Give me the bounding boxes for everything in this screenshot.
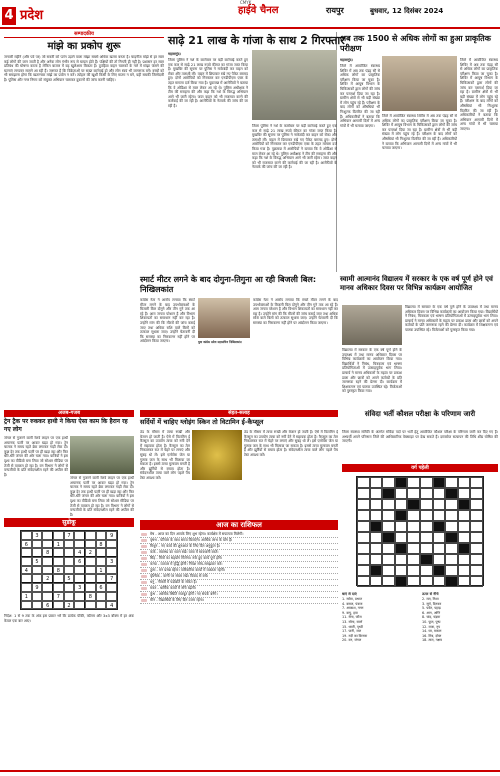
rashifal-item: तुला - मन प्रसन्न रहेगा। पारिवारिक कार्यों में व्यस्तता रहेगी। <box>140 568 338 574</box>
crossword-cell <box>370 477 383 488</box>
sudoku-cell: 7 <box>64 531 75 540</box>
crossword-cell <box>458 477 471 488</box>
school-photo <box>342 305 402 345</box>
crossword-cell <box>357 510 370 521</box>
crossword-cell <box>407 543 420 554</box>
crossword-clue: 20. वन, जंगल <box>342 638 362 643</box>
footer-rule <box>0 770 500 772</box>
crossword-cell <box>433 488 446 499</box>
top-right-headline: अब तक 1500 से अधिक लोगों का हुआ प्राकृतिक परीक्षण <box>340 34 491 53</box>
crossword-cell <box>395 554 408 565</box>
crossword-cell <box>470 521 483 532</box>
crossword-cell <box>407 488 420 499</box>
sudoku-cell: 8 <box>53 566 64 575</box>
sudoku-cell <box>85 557 96 566</box>
sudoku-cell: 7 <box>53 592 64 601</box>
crossword-cell <box>458 488 471 499</box>
crossword-clue: 17. पानी, जल <box>342 629 362 634</box>
sudoku-cell <box>74 601 85 610</box>
sudoku-cell <box>96 531 107 540</box>
smart-meter-headline: स्मार्ट मीटर लगने के बाद दोगुना-तिगुना आ रही बिजली बिल: निखिलकांत <box>140 275 317 294</box>
sudoku-cell <box>64 592 75 601</box>
editorial-title: मांझे का प्रकोप शुरू <box>47 41 121 52</box>
page-number: 4 <box>2 7 16 25</box>
crossword-cell <box>445 576 458 587</box>
wonder-body: जंगल से गुजरने वाली रेलवे लाइन पर एक हाथी अचानक पटरी पर आकर खड़ा हो गया। ट्रेन चालक ने समय रहते ब्रेक लगाकर गाड़ी रोक दी। कुछ देर तक हाथी पटरी पर ही खड़ा रहा और फिर धीरे-धीरे जंगल की ओर चला गया। यात्रियों ने इस दृश्य का वीडियो बना लिया जो सोशल मीडिया पर तेजी से वायरल हो रहा है। वन विभाग ने लोगों से वन्यजीवों के प्रति संवेदनशील रहने की अपील की है। <box>4 436 68 477</box>
sudoku-cell: 6 <box>96 583 107 592</box>
sudoku-cell <box>96 557 107 566</box>
top-right-body: जिले में आयोजित स्वास्थ्य शिविर में अब तक पंद्रह सौ से अधिक लोगों का प्राकृतिक परीक्षण किया जा चुका है। शिविर में आयुष विभाग के चिकित्सकों द्वारा लोगों की जांच कर परामर्श दिया जा रहा है। ग्रामीण क्षेत्रों से भी बड़ी संख्या में लोग पहुंच रहे हैं। परीक्षण के बाद लोगों को औषधियां भी निःशुल्क वितरित की जा रही हैं। अधिकारियों ने बताया कि अभियान आगामी दिनों में अन्य गांवों में भी चलाया जाएगा। <box>340 64 380 128</box>
rashifal-item: मेष - आज का दिन आपके लिए शुभ रहेगा। कार्यक्षेत्र में सफलता मिलेगी। <box>140 532 338 538</box>
sudoku-cell <box>42 557 53 566</box>
editorial-body: जनवरी महीने (और पर्व पर) जो सकरी को पतंग उड़ाने वाला मांझा सबसे अधिक खतरा बनता है। चाइनीज मांझे से हर साल कई लोगों की जान जाती है और अनेक लोग गंभीर रूप से घायल होते हैं। पक्षियों की तो गिनती ही नहीं है। प्रशासन हर साल प्रतिबंध की घोषणा करता है लेकिन बाजार में यह खुलेआम बिकता है। दुपहिया वाहन चालकों के गले में मांझा फंसने की घटनाएं लगातार सामने आ रही हैं। जरूरत है कि विक्रेताओं पर सख्त कार्रवाई हो और लोग स्वयं भी जागरूक बनें। बच्चों को भी समझाना होगा कि खतरनाक मांझे का प्रयोग न करें। त्योहार की खुशी किसी के लिए मातम न बने, यही सबकी जिम्मेदारी है। पुलिस और नगर निगम को संयुक्त अभियान चलाकर दुकानों की जांच करनी चाहिए। <box>4 55 164 82</box>
crossword-cell <box>370 554 383 565</box>
crossword-cell <box>407 510 420 521</box>
smart-meter-body-continued: कांग्रेस नेता ने आरोप लगाया कि स्मार्ट मीटर लगने के बाद उपभोक्ताओं के बिजली बिल दोगुने और तीन गुने तक आ रहे हैं। आम जनता परेशान है और विभाग शिकायतों का समाधान नहीं कर रहा है। उन्होंने मांग की कि मीटरों की जांच कराई जाए तथा अधिक राशि वाले बिलों को तत्काल सुधारा जाए। उन्होंने चेतावनी दी कि समस्या का निराकरण नहीं होने पर आंदोलन किया जाएगा। <box>253 298 338 325</box>
crossword-cell <box>445 565 458 576</box>
crossword-cell <box>395 499 408 510</box>
crossword-cell <box>433 576 446 587</box>
sudoku-cell <box>106 548 117 557</box>
crossword-cell <box>420 576 433 587</box>
sudoku-grid <box>20 530 118 610</box>
sudoku-cell <box>32 601 43 610</box>
sudoku-cell <box>85 540 96 549</box>
crossword-cell <box>370 565 383 576</box>
sudoku-cell <box>42 531 53 540</box>
crossword-clue: 10. फूल, पुष्प <box>422 619 441 624</box>
health-photo <box>192 430 242 480</box>
crossword-cell <box>470 532 483 543</box>
crossword-cell <box>370 510 383 521</box>
crossword-cell <box>382 532 395 543</box>
crossword-cell <box>370 543 383 554</box>
crossword-clue: 19. नदी का किनारा <box>342 633 368 638</box>
school-headline: स्वामी आत्मानंद विद्यालय में सरकार के एक वर्ष पूर्ण होने एवं मानव अधिकार दिवस पर विभिन्न कार्यक्रम आयोजित <box>340 275 493 292</box>
crossword-cell <box>407 477 420 488</box>
sudoku-cell: 2 <box>85 548 96 557</box>
lead-dateline: महासमुंद। <box>168 52 181 56</box>
crossword-cell <box>445 554 458 565</box>
crossword-cell <box>458 532 471 543</box>
rashifal-item: धनु - नौकरी में पदोन्नति के संकेत हैं। <box>140 580 338 586</box>
sudoku-cell <box>85 601 96 610</box>
crossword-cell <box>382 554 395 565</box>
health-label: सेहत-सलाह <box>140 410 338 417</box>
crossword-cell <box>470 499 483 510</box>
school-body-continued: विद्यालय में सरकार के एक वर्ष पूर्ण होने के उपलक्ष्य में तथा मानव अधिकार दिवस पर विभिन्न कार्यक्रमों का आयोजन किया गया। विद्यार्थियों ने निबंध, चित्रकला एवं भाषण प्रतियोगिताओं में उत्साहपूर्वक भाग लिया। प्राचार्य ने मानव अधिकारों के महत्व पर प्रकाश डाला और छात्रों को अपने कर्तव्यों के प्रति जागरूक रहने की प्रेरणा दी। कार्यक्रम में शिक्षकगण एवं पालक उपस्थित रहे। विजेताओं को पुरस्कृत किया गया। <box>342 348 402 394</box>
sudoku-cell <box>53 557 64 566</box>
sudoku-cell <box>106 583 117 592</box>
edition-city: रायपुर <box>326 6 344 15</box>
crossword-cell <box>357 477 370 488</box>
lead-headline: साढ़े 21 लाख के गांजा के साथ 2 गिरफ्तार <box>168 34 345 47</box>
sudoku-cell: 9 <box>106 531 117 540</box>
crossword-cell <box>433 477 446 488</box>
cmyk-marker: CMYK <box>240 0 252 5</box>
sudoku-cell <box>106 540 117 549</box>
crossword-clue: 11. सेना, फौज <box>342 615 362 620</box>
sudoku-note: निर्देश: 1 से 9 तक के अंक इस प्रकार भरें कि प्रत्येक पंक्ति, कॉलम और 3x3 बॉक्स में हर अंक केवल एक बार आए। <box>4 614 134 623</box>
crossword-cell <box>433 510 446 521</box>
crossword-cell <box>370 488 383 499</box>
sudoku-cell: 4 <box>106 601 117 610</box>
crossword-cell <box>470 543 483 554</box>
sudoku-cell <box>96 574 107 583</box>
crossword-clue: 5. पर्वत, पहाड़ <box>422 606 441 611</box>
sudoku-cell <box>21 548 32 557</box>
crossword-cell <box>445 543 458 554</box>
crossword-cell <box>395 576 408 587</box>
crossword-cell <box>357 521 370 532</box>
sudoku-cell <box>32 548 43 557</box>
sudoku-cell <box>74 566 85 575</box>
crossword-cell <box>420 543 433 554</box>
crossword-cell <box>407 576 420 587</box>
sudoku-cell: 8 <box>85 592 96 601</box>
crossword-cell <box>470 554 483 565</box>
crossword-grid <box>356 476 484 586</box>
rashifal-item: सिंह - मित्रों का सहयोग मिलेगा। रुके हुए कार्य पूर्ण होंगे। <box>140 556 338 562</box>
crossword-cell <box>445 488 458 499</box>
crossword-cell <box>470 576 483 587</box>
sudoku-cell <box>85 566 96 575</box>
crossword-cell <box>407 499 420 510</box>
crossword-cell <box>445 499 458 510</box>
rashifal-list <box>140 532 338 604</box>
rashifal-item: कर्क - स्वास्थ्य का ध्यान रखें। यात्रा में सावधानी बरतें। <box>140 550 338 556</box>
sudoku-cell: 5 <box>64 574 75 583</box>
crossword-cell <box>433 543 446 554</box>
crossword-cell <box>458 521 471 532</box>
lead-body-continued: जिला पुलिस ने नशे के कारोबार पर बड़ी कार्रवाई करते हुए एक कार से साढ़े 21 लाख रुपये कीमत का गांजा जब्त किया है। मुखबिर की सूचना पर पुलिस ने नाकेबंदी कर वाहन को रोका और तलाशी ली। वाहन में छिपाकर रखे गए पैकेट बरामद हुए। दोनों आरोपियों को गिरफ्तार कर एनडीपीएस एक्ट के तहत मामला दर्ज किया गया है। पूछताछ में आरोपियों ने बताया कि वे ओडिशा से माल लेकर आ रहे थे। पुलिस अधीक्षक ने टीम की सराहना की और कहा कि नशे के विरुद्ध अभियान आगे भी जारी रहेगा। जब्त वाहन को भी राजसात करने की कार्रवाई की जा रही है। आरोपियों के नेटवर्क की जांच की जा रही है। <box>252 124 337 170</box>
sudoku-cell <box>64 540 75 549</box>
crossword-cell <box>395 488 408 499</box>
wonder-headline: ट्रेन ट्रैक पर रुककर हाथी ने किया ऐसा काम कि हैरान रह गए लोग <box>4 418 128 433</box>
sudoku-cell <box>53 548 64 557</box>
crossword-cell <box>382 488 395 499</box>
crossword-cell <box>370 499 383 510</box>
sudoku-cell: 9 <box>32 583 43 592</box>
crossword-cell <box>370 532 383 543</box>
lead-photo <box>252 50 337 120</box>
sudoku-cell <box>96 548 107 557</box>
sudoku-cell: 7 <box>106 574 117 583</box>
sudoku-cell: 4 <box>74 548 85 557</box>
rashifal-item: मिथुन - नए कार्य की शुरुआत के लिए दिन अनुकूल है। <box>140 544 338 550</box>
sudoku-cell: 1 <box>53 540 64 549</box>
sudoku-cell: 6 <box>21 540 32 549</box>
sudoku-cell <box>21 583 32 592</box>
sudoku-cell <box>64 557 75 566</box>
sudoku-cell <box>85 583 96 592</box>
sudoku-cell <box>32 592 43 601</box>
crossword-cell <box>433 521 446 532</box>
sudoku-cell <box>74 540 85 549</box>
rashifal-item: कन्या - व्यापार में वृद्धि होगी। निवेश सोच-समझकर करें। <box>140 562 338 568</box>
rashifal-item: वृषभ - परिवार के साथ समय बिताएंगे। आर्थिक लाभ के योग हैं। <box>140 538 338 544</box>
sudoku-cell: 8 <box>96 540 107 549</box>
crossword-down-title: ऊपर से नीचे <box>422 592 439 596</box>
sudoku-cell <box>42 592 53 601</box>
crossword-cell <box>382 477 395 488</box>
crossword-cell <box>420 488 433 499</box>
crossword-cell <box>458 499 471 510</box>
newspaper-brand: हाईवे चैनल <box>238 5 279 16</box>
sudoku-cell: 3 <box>106 557 117 566</box>
crossword-cell <box>357 543 370 554</box>
crossword-cell <box>420 510 433 521</box>
crossword-title: वर्ग पहेली <box>342 464 498 472</box>
crossword-cell <box>420 477 433 488</box>
sudoku-cell <box>96 601 107 610</box>
crossword-cell <box>420 554 433 565</box>
crossword-clue: 16. मित्र, दोस्त <box>422 633 442 638</box>
page-section: प्रदेश <box>20 8 44 23</box>
crossword-cell <box>382 499 395 510</box>
sudoku-cell <box>21 601 32 610</box>
crossword-cell <box>370 521 383 532</box>
crossword-cell <box>395 510 408 521</box>
crossword-cell <box>382 576 395 587</box>
smart-meter-body: कांग्रेस नेता ने आरोप लगाया कि स्मार्ट मीटर लगने के बाद उपभोक्ताओं के बिजली बिल दोगुने और तीन गुने तक आ रहे हैं। आम जनता परेशान है और विभाग शिकायतों का समाधान नहीं कर रहा है। उन्होंने मांग की कि मीटरों की जांच कराई जाए तथा अधिक राशि वाले बिलों को तत्काल सुधारा जाए। उन्होंने चेतावनी दी कि समस्या का निराकरण नहीं होने पर आंदोलन किया जाएगा। <box>140 298 195 344</box>
sudoku-cell <box>42 540 53 549</box>
crossword-cell <box>458 565 471 576</box>
crossword-cell <box>470 510 483 521</box>
crossword-cell <box>445 521 458 532</box>
sudoku-cell <box>85 531 96 540</box>
crossword-cell <box>433 532 446 543</box>
crossword-cell <box>445 477 458 488</box>
sudoku-cell <box>64 583 75 592</box>
sudoku-cell <box>32 574 43 583</box>
sudoku-cell: 8 <box>42 548 53 557</box>
crossword-clue: 6. आग, अग्नि <box>422 610 441 615</box>
sudoku-cell <box>53 531 64 540</box>
top-right-body-side: जिले में आयोजित स्वास्थ्य शिविर में अब तक पंद्रह सौ से अधिक लोगों का प्राकृतिक परीक्षण किया जा चुका है। शिविर में आयुष विभाग के चिकित्सकों द्वारा लोगों की जांच कर परामर्श दिया जा रहा है। ग्रामीण क्षेत्रों से भी बड़ी संख्या में लोग पहुंच रहे हैं। परीक्षण के बाद लोगों को औषधियां भी निःशुल्क वितरित की जा रही हैं। अधिकारियों ने बताया कि अभियान आगामी दिनों में अन्य गांवों में भी चलाया जाएगा। <box>460 58 498 131</box>
rashifal-item: मीन - विद्यार्थियों के लिए दिन उत्तम रहेगा। <box>140 598 338 604</box>
school-body: विद्यालय में सरकार के एक वर्ष पूर्ण होने के उपलक्ष्य में तथा मानव अधिकार दिवस पर विभिन्न कार्यक्रमों का आयोजन किया गया। विद्यार्थियों ने निबंध, चित्रकला एवं भाषण प्रतियोगिताओं में उत्साहपूर्वक भाग लिया। प्राचार्य ने मानव अधिकारों के महत्व पर प्रकाश डाला और छात्रों को अपने कर्तव्यों के प्रति जागरूक रहने की प्रेरणा दी। कार्यक्रम में शिक्षकगण एवं पालक उपस्थित रहे। विजेताओं को पुरस्कृत किया गया। <box>405 305 498 332</box>
wonder-label: अजब-गजब <box>4 410 134 417</box>
crossword-clue: 2. रात, निशा <box>422 597 439 601</box>
crossword-clue: 13. सोना, स्वर्ण <box>342 619 363 624</box>
crossword-clue: 3. सूर्य, दिनकर <box>422 601 442 606</box>
crossword-cell <box>470 565 483 576</box>
sudoku-cell <box>64 548 75 557</box>
sudoku-cell: 3 <box>74 583 85 592</box>
edition-date: बुधवार, 12 दिसंबर 2024 <box>370 7 444 15</box>
crossword-cell <box>395 532 408 543</box>
crossword-clue: 12. राजा, नृप <box>422 624 441 629</box>
crossword-across-title: बाएं से दाएं <box>342 592 357 596</box>
exam-body: जिला स्वास्थ्य समिति के अंतर्गत संविदा पदों पर भर्ती हेतु आयोजित कौशल परीक्षा के परिणाम जारी कर दिए गए हैं। अभ्यर्थी अपने परिणाम जिले की आधिकारिक वेबसाइट पर देख सकते हैं। दस्तावेज सत्यापन की तिथि शीघ्र घोषित की जाएगी। <box>342 430 498 444</box>
crossword-clue: 14. घर, मकान <box>422 629 442 634</box>
sudoku-cell <box>53 583 64 592</box>
crossword-cell <box>433 499 446 510</box>
crossword-cell <box>458 543 471 554</box>
crossword-cell <box>357 576 370 587</box>
crossword-cell <box>395 565 408 576</box>
crossword-cell <box>395 543 408 554</box>
sudoku-cell <box>74 531 85 540</box>
sudoku-cell <box>64 566 75 575</box>
crossword-clue: 4. कमल, पंकज <box>342 601 363 606</box>
sudoku-cell: 6 <box>42 601 53 610</box>
crossword-cell <box>357 532 370 543</box>
crossword-clue: 8. चांद, चंद्रमा <box>422 615 441 620</box>
sudoku-cell <box>85 574 96 583</box>
rashifal-item: वृश्चिक - वाणी पर संयम रखें। विवाद से बचें। <box>140 574 338 580</box>
sudoku-cell <box>21 574 32 583</box>
crossword-cell <box>420 499 433 510</box>
sudoku-cell: 2 <box>64 601 75 610</box>
crossword-down-list <box>422 597 498 643</box>
crossword-cell <box>420 521 433 532</box>
crossword-cell <box>458 510 471 521</box>
crossword-cell <box>458 554 471 565</box>
wonder-body-continued: जंगल से गुजरने वाली रेलवे लाइन पर एक हाथी अचानक पटरी पर आकर खड़ा हो गया। ट्रेन चालक ने समय रहते ब्रेक लगाकर गाड़ी रोक दी। कुछ देर तक हाथी पटरी पर ही खड़ा रहा और फिर धीरे-धीरे जंगल की ओर चला गया। यात्रियों ने इस दृश्य का वीडियो बना लिया जो सोशल मीडिया पर तेजी से वायरल हो रहा है। वन विभाग ने लोगों से वन्यजीवों के प्रति संवेदनशील रहने की अपील की है। <box>70 476 134 516</box>
crossword-cell <box>445 510 458 521</box>
crossword-cell <box>357 499 370 510</box>
sudoku-cell <box>96 592 107 601</box>
crossword-clue: 7. आकाश, गगन <box>342 606 364 611</box>
crossword-clue: 15. धरती, पृथ्वी <box>342 624 363 629</box>
sudoku-cell <box>32 540 43 549</box>
sudoku-cell <box>106 592 117 601</box>
sudoku-cell <box>74 574 85 583</box>
smart-meter-caption: युवा कांग्रेस प्रदेश महासचिव निखिलकांत <box>198 340 242 344</box>
health-headline: सर्दियों में चाहिए ग्लोइंग स्किन तो विटामिन ई-कैप्सूल <box>140 418 264 426</box>
sudoku-cell <box>106 566 117 575</box>
crossword-cell <box>407 554 420 565</box>
crossword-cell <box>357 565 370 576</box>
lead-body: जिला पुलिस ने नशे के कारोबार पर बड़ी कार्रवाई करते हुए एक कार से साढ़े 21 लाख रुपये कीमत का गांजा जब्त किया है। मुखबिर की सूचना पर पुलिस ने नाकेबंदी कर वाहन को रोका और तलाशी ली। वाहन में छिपाकर रखे गए पैकेट बरामद हुए। दोनों आरोपियों को गिरफ्तार कर एनडीपीएस एक्ट के तहत मामला दर्ज किया गया है। पूछताछ में आरोपियों ने बताया कि वे ओडिशा से माल लेकर आ रहे थे। पुलिस अधीक्षक ने टीम की सराहना की और कहा कि नशे के विरुद्ध अभियान आगे भी जारी रहेगा। जब्त वाहन को भी राजसात करने की कार्रवाई की जा रही है। आरोपियों के नेटवर्क की जांच की जा रही है। <box>168 58 248 108</box>
sudoku-cell: 3 <box>32 531 43 540</box>
crossword-cell <box>470 477 483 488</box>
top-right-photo <box>382 56 457 111</box>
sudoku-cell <box>53 601 64 610</box>
crossword-cell <box>407 565 420 576</box>
sudoku-cell <box>74 592 85 601</box>
sudoku-cell <box>42 566 53 575</box>
sudoku-cell: 1 <box>21 592 32 601</box>
exam-headline: संविदा भर्ती कौशल परीक्षा के परिणाम जारी <box>364 410 476 418</box>
sudoku-cell <box>21 531 32 540</box>
crossword-cell <box>445 532 458 543</box>
crossword-cell <box>433 565 446 576</box>
sudoku-cell: 1 <box>96 566 107 575</box>
crossword-cell <box>395 521 408 532</box>
crossword-clue: 9. वायु, हवा <box>342 610 358 615</box>
sudoku-cell <box>42 583 53 592</box>
rashifal-item: मकर - धार्मिक कार्यों में रुचि बढ़ेगी। <box>140 586 338 592</box>
sudoku-cell: 2 <box>42 574 53 583</box>
top-right-dateline: महासमुंद। <box>340 58 353 62</box>
rashifal-title: आज का राशिफल <box>140 520 338 530</box>
crossword-cell <box>458 576 471 587</box>
crossword-cell <box>470 488 483 499</box>
crossword-clue: 18. तारा, नक्षत्र <box>422 638 442 643</box>
crossword-cell <box>433 554 446 565</box>
wonder-photo <box>70 436 134 474</box>
crossword-cell <box>357 488 370 499</box>
crossword-cell <box>370 576 383 587</box>
crossword-cell <box>407 532 420 543</box>
crossword-cell <box>395 477 408 488</box>
sudoku-title: सुडोकू <box>4 518 134 527</box>
crossword-cell <box>420 565 433 576</box>
sudoku-cell: 5 <box>32 557 43 566</box>
crossword-cell <box>382 565 395 576</box>
crossword-cell <box>382 521 395 532</box>
health-body-continued: ठंड के मौसम में त्वचा रूखी और बेजान हो जाती है। ऐसे में विटामिन ई कैप्सूल का उपयोग त्वचा को नमी देने में सहायक होता है। कैप्सूल का तेल निकालकर रात में चेहरे पर लगाएं और सुबह धो लें। इसे एलोवेरा जेल या गुलाब जल के साथ भी मिलाया जा सकता है। इससे त्वचा मुलायम बनती है और झुर्रियों से बचाव होता है। संवेदनशील त्वचा वाले लोग पहले पैच टेस्ट अवश्य करें। <box>244 430 338 457</box>
crossword-clue: 1. सवेरा, प्रभात <box>342 597 363 601</box>
editorial-label: सम्पादकीय <box>4 32 164 38</box>
rashifal-item: कुंभ - आर्थिक स्थिति मजबूत होगी। नए संपर्क बनेंगे। <box>140 592 338 598</box>
sudoku-cell <box>21 557 32 566</box>
sudoku-cell <box>53 574 64 583</box>
crossword-across-list <box>342 597 418 643</box>
crossword-cell <box>420 532 433 543</box>
health-body: ठंड के मौसम में त्वचा रूखी और बेजान हो जाती है। ऐसे में विटामिन ई कैप्सूल का उपयोग त्वचा को नमी देने में सहायक होता है। कैप्सूल का तेल निकालकर रात में चेहरे पर लगाएं और सुबह धो लें। इसे एलोवेरा जेल या गुलाब जल के साथ भी मिलाया जा सकता है। इससे त्वचा मुलायम बनती है और झुर्रियों से बचाव होता है। संवेदनशील त्वचा वाले लोग पहले पैच टेस्ट अवश्य करें। <box>140 430 190 480</box>
smart-meter-photo <box>198 298 250 338</box>
crossword-cell <box>407 521 420 532</box>
top-right-body-continued: जिले में आयोजित स्वास्थ्य शिविर में अब तक पंद्रह सौ से अधिक लोगों का प्राकृतिक परीक्षण किया जा चुका है। शिविर में आयुष विभाग के चिकित्सकों द्वारा लोगों की जांच कर परामर्श दिया जा रहा है। ग्रामीण क्षेत्रों से भी बड़ी संख्या में लोग पहुंच रहे हैं। परीक्षण के बाद लोगों को औषधियां भी निःशुल्क वितरित की जा रही हैं। अधिकारियों ने बताया कि अभियान आगामी दिनों में अन्य गांवों में भी चलाया जाएगा। <box>382 114 457 151</box>
crossword-cell <box>382 543 395 554</box>
sudoku-cell: 6 <box>74 557 85 566</box>
sudoku-cell: 4 <box>21 566 32 575</box>
crossword-cell <box>382 510 395 521</box>
crossword-cell <box>357 554 370 565</box>
sudoku-cell <box>32 566 43 575</box>
